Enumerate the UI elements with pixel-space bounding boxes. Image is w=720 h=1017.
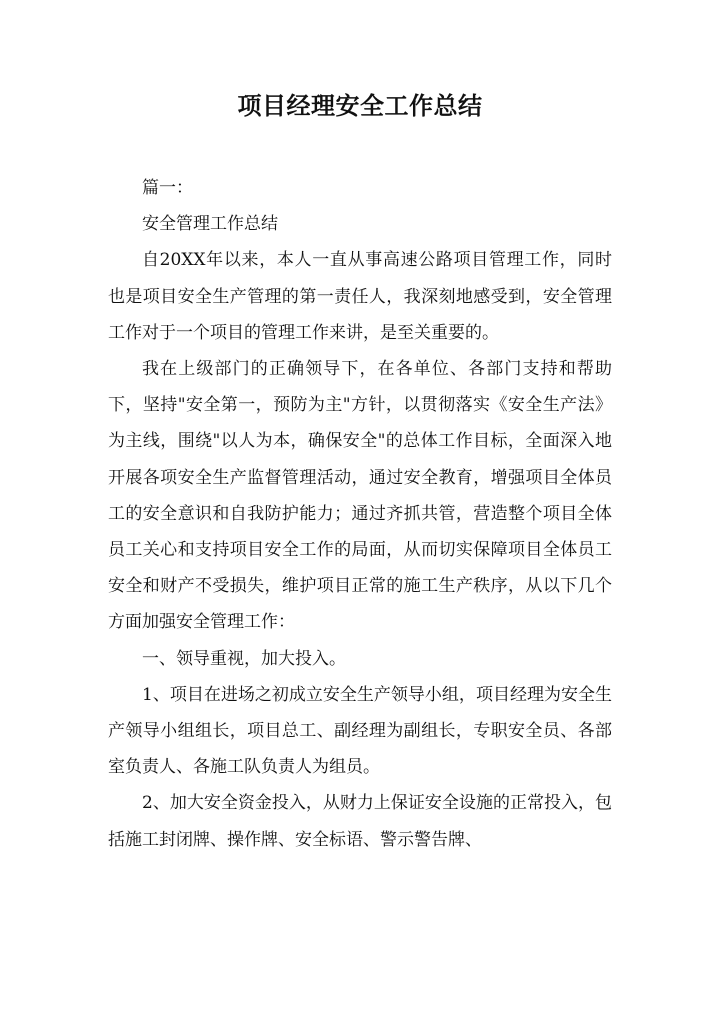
paragraph-guidelines: 我在上级部门的正确领导下，在各单位、各部门支持和帮助下，坚持"安全第一，预防为主"方针，以贯彻落实《安全生产法》为主线，围绕"以人为本，确保安全"的总体工作目标，全面深入地开展各项安全生产监督管理活动，通过安全教育，增强项目全体员工的安全意识和自我防护能力；通过齐抓共管，营造整个项目全体员工关心和支持项目安全工作的局面，从而切实保障项目全体员工安全和财产不受损失，维护项目正常的施工生产秩序，从以下几个方面加强安全管理工作： — [108, 359, 612, 633]
document-title: 项目经理安全工作总结 — [237, 92, 483, 120]
paragraph-item-2: 2、加大安全资金投入，从财力上保证安全设施的正常投入，包括施工封闭牌、操作牌、安全标语、警示警告牌、 — [108, 793, 612, 850]
heading-leadership: 一、领导重视，加大投入。 — [142, 648, 346, 669]
paragraph-item-1: 1、项目在进场之初成立安全生产领导小组，项目经理为安全生产领导小组组长，项目总工、副经理为副组长，专职安全员、各部室负责人、各施工队负责人为组员。 — [108, 684, 612, 778]
document-body — [108, 170, 612, 858]
paragraph-intro: 自20XX年以来，本人一直从事高速公路项目管理工作，同时也是项目安全生产管理的第一责任人，我深刻地感受到，安全管理工作对于一个项目的管理工作来讲，是至关重要的。 — [108, 250, 612, 343]
section-label: 篇一： — [142, 178, 193, 198]
section-heading: 安全管理工作总结 — [142, 214, 278, 235]
